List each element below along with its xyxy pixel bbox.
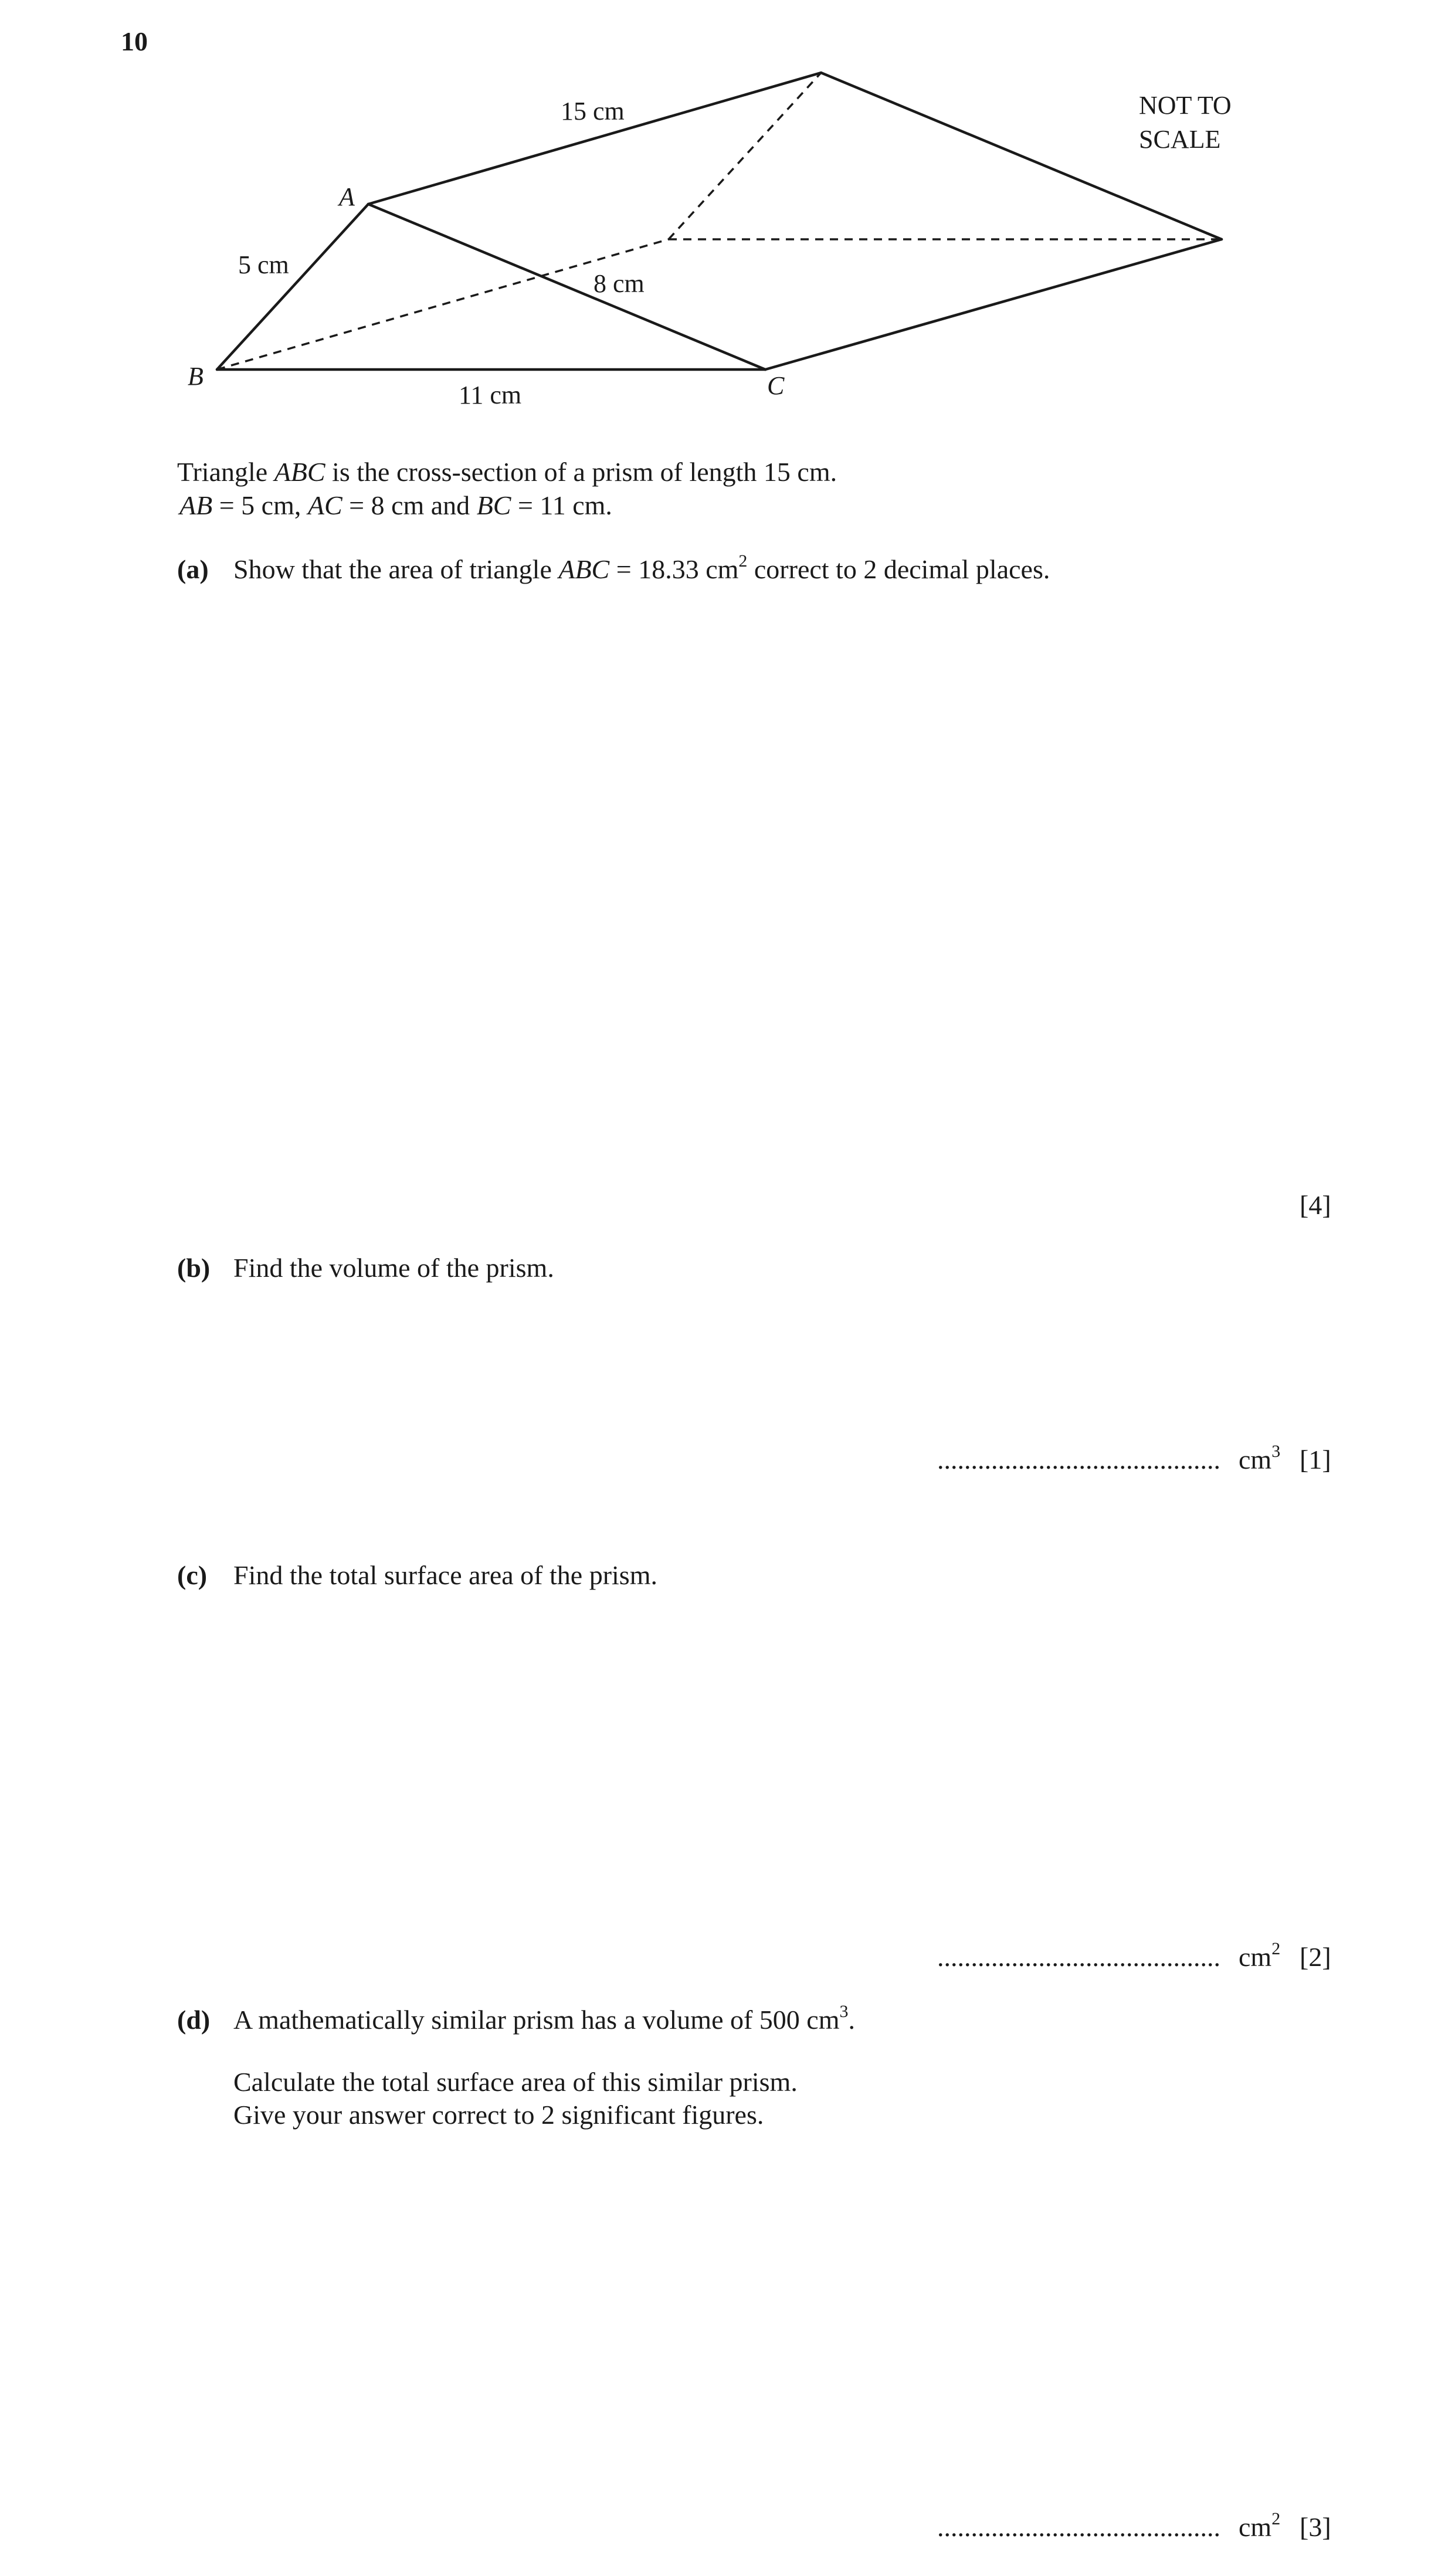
part-d-instruction-1: Calculate the total surface area of this similar prism. — [233, 2067, 798, 2097]
part-c-unit: $cm^2$ — [1239, 1939, 1281, 1972]
part-c-label: (c) — [177, 1560, 208, 1590]
part-d-unit: $cm^2$ — [1239, 2509, 1281, 2542]
part-d-answer-line[interactable]: .......................................... — [937, 2512, 1220, 2542]
intro-line-1: Triangle ABC is the cross-section of a prism of length 15 cm. — [177, 457, 837, 487]
vertex-c-label: C — [767, 371, 785, 400]
part-a-marks: [4] — [1300, 1190, 1331, 1220]
part-d-marks: [3] — [1300, 2512, 1331, 2542]
part-a-label: (a) — [177, 554, 209, 584]
part-b-answer-line[interactable]: .......................................... — [937, 1445, 1220, 1475]
part-c-marks: [2] — [1300, 1942, 1331, 1972]
intro-line-2: AB = 5 cm, AC = 8 cm and BC = 11 cm. — [179, 490, 612, 520]
vertex-a-label: A — [339, 182, 355, 211]
hidden-edge-back-ab — [669, 73, 821, 239]
part-d-instruction-2: Give your answer correct to 2 significant figures. — [233, 2100, 764, 2130]
part-a-question: Show that the area of triangle ABC = 18.33 $cm^2$ correct to 2 decimal places. — [233, 551, 1050, 584]
part-c-question: Find the total surface area of the prism. — [233, 1560, 657, 1590]
not-to-scale-2: SCALE — [1139, 125, 1221, 154]
not-to-scale-1: NOT TO — [1139, 91, 1232, 120]
vertex-b-label: B — [188, 362, 204, 391]
part-d-question: A mathematically similar prism has a volume of 500 $cm^3$. — [233, 2002, 855, 2035]
part-b-label: (b) — [177, 1253, 211, 1283]
part-d-label: (d) — [177, 2005, 211, 2035]
edge-ab — [217, 204, 368, 370]
length-5cm-label: 5 cm — [238, 250, 289, 279]
length-8cm-label: 8 cm — [593, 269, 645, 298]
edge-top — [368, 73, 821, 204]
edge-ac — [368, 204, 765, 370]
part-c-answer-line[interactable]: .......................................... — [937, 1942, 1220, 1972]
part-b-unit: $cm^3$ — [1239, 1442, 1281, 1475]
part-b-question: Find the volume of the prism. — [233, 1253, 554, 1283]
question-number: 10 — [121, 26, 148, 56]
edge-bottom-right — [765, 239, 1222, 370]
length-15cm-label: 15 cm — [561, 97, 625, 126]
length-11cm-label: 11 cm — [459, 381, 522, 409]
prism-diagram — [0, 0, 1455, 446]
part-b-marks: [1] — [1300, 1445, 1331, 1475]
